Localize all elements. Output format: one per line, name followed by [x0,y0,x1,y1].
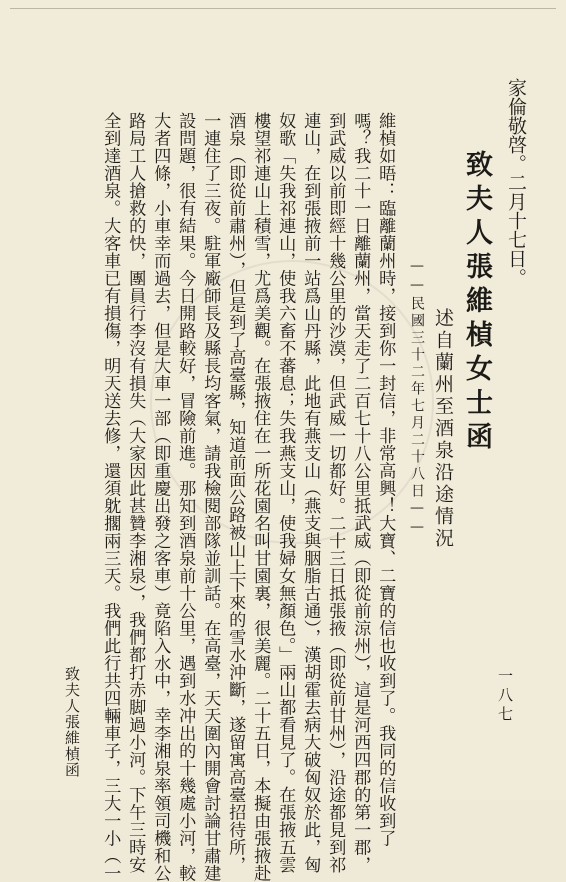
body-column: 連山，在到張掖前一站爲山丹縣，此地有燕支山（燕支與胭脂古通），漢胡霍去病大破匈奴於此，匈 [300,112,321,874]
body-column: 維楨如晤：臨離蘭州時，接到你一封信，非常高興！大寶、二寶的信也收到了。我同的信收到了 [375,112,396,847]
body-column: 嗎？我二十一日離蘭州，當天走了二百七十八公里抵武威（即從前涼州），這是河西四郡的第一郡， [350,112,371,874]
letter-date: ——民國三十二年七月二十八日—— [409,258,425,538]
letter-title: 致夫人張維楨女士函 [461,150,492,456]
body-column: 樓望祁連山上積雪，尤爲美觀。在張掖住在一所花園名叫甘園裏，很美麗。二十五日，本擬由張掖赴 [250,112,271,882]
body-column: 到武威以前即經十幾公里的沙漠，但武威一切都好。二十三日抵張掖（即從前甘州），沿途都見到祁 [325,112,346,874]
letter-subtitle: 述自蘭州至酒泉沿途情況 [432,308,454,550]
body-column: 奴歌「失我祁連山，使我六畜不蕃息；失我燕支山，使我婦女無顏色。」兩山都看見了。在張掖五雲 [275,112,296,874]
body-column: 酒泉（即從前肅州），但是到了高臺縣，知道前面公路被山上下來的雪水沖斷，遂留寓高臺招待所， [225,112,246,874]
body-column: 一連住了三夜。駐軍廠師長及縣長均客氣，請我檢閱部隊並訓話。在高臺，天天圍內開會討論甘肅建 [200,112,221,882]
page-number: 一八七 [496,668,514,725]
body-column: 全到達酒泉。大客車已有損傷，明天送去修，還須躭擱兩三天。我們此行共四輛車子，三大一小（一 [100,112,121,882]
body-column: 路局工人搶救的快，團員行李沒有損失（大家因此甚贊李湘泉），我們都打赤脚過小河。下午三時安 [125,112,146,874]
top-rule [10,8,556,15]
body-column: 大者四條，小車幸而過去，但是大車一部（即重慶出發之客車）竟陷入水中，幸李湘泉率領司機和公 [150,112,171,882]
running-title: 致夫人張維楨函 [63,666,81,778]
body-column: 設問題，很有結果。今日開路較好，冒險前進。那知到酒泉前十公里，遇到水冲出的十幾處小河，較 [175,112,196,882]
signature-line: 家倫敬啓。二月十七日。 [505,78,527,287]
